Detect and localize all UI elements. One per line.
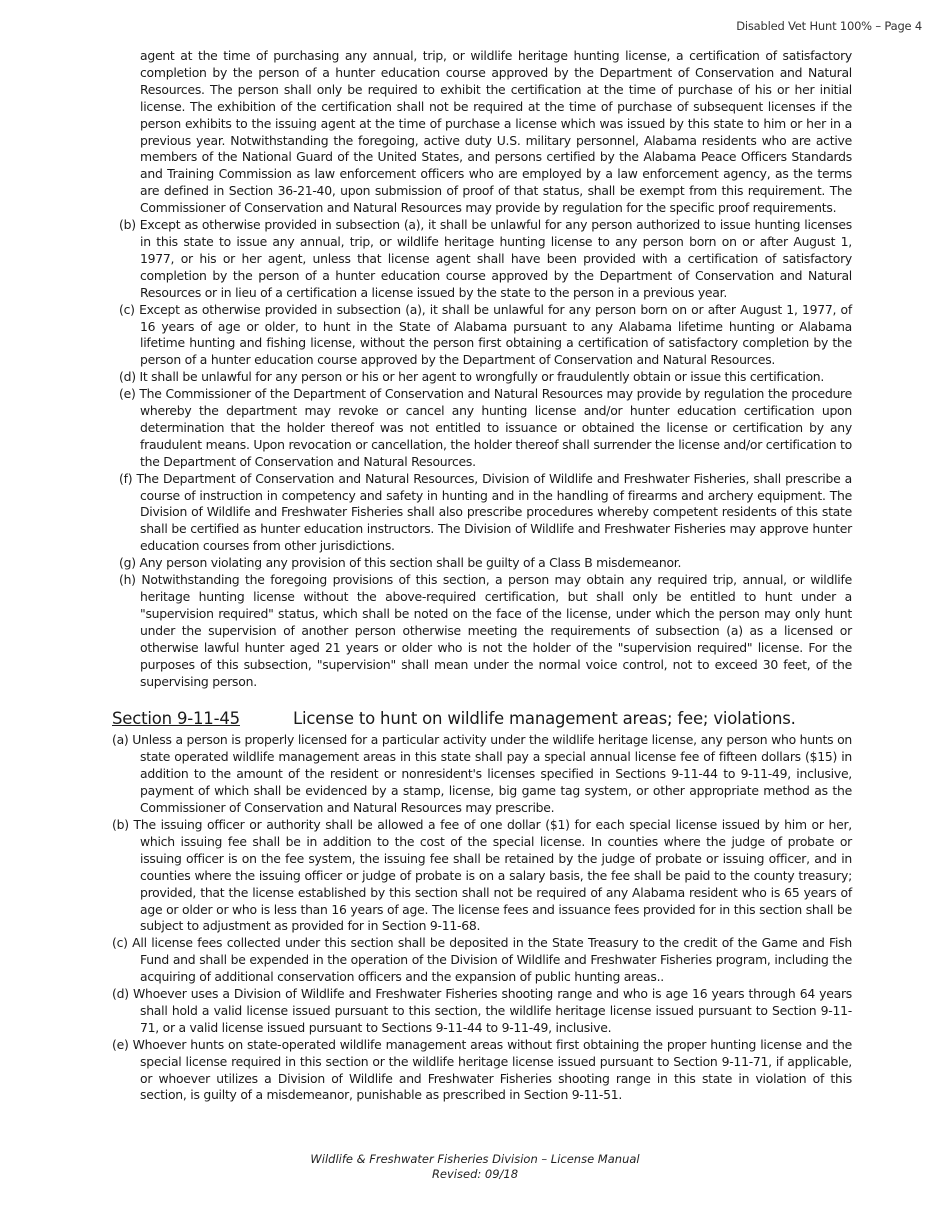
subsection-c: (c) Except as otherwise provided in subsection (a), it shall be unlawful for any person born on or after August 1, 1977, of 16 years of age or older, to hunt in the State of Alabama pursuant to any Alabama lifetime hunting or Alabama lifetime hunting and fishing license, without the person first obtaining a certification of satisfactory completion by the person of a hunter education course approved by the Department of Conservation and Natural Resources.: [119, 301, 852, 368]
section-title: License to hunt on wildlife management areas; fee; violations.: [293, 709, 796, 729]
subsection-h: (h) Notwithstanding the foregoing provisions of this section, a person may obtain any required trip, annual, or wildlife heritage hunting license without the above-required certification, but shall only be entitled to hunt under a "supervision required" status, which shall be noted on the face of the license, under which the person may only hunt under the supervision of another person otherwise meeting the requirements of subsection (a) as a licensed or otherwise lawful hunter aged 21 years or older who is not the holder of the "supervision required" license. For the purposes of this subsection, "supervision" shall mean under the normal voice control, not to exceed 30 feet, of the supervising person.: [119, 572, 852, 689]
page-footer: [0, 1152, 950, 1181]
section-item-c: (c) All license fees collected under this section shall be deposited in the State Treasury to the credit of the Game and Fish Fund and shall be expended in the operation of the Division of Wildlife and Freshwater Fisheries program, including the acquiring of additional conservation officers and the expansion of public hunting areas..: [112, 935, 852, 985]
subsection-b: (b) Except as otherwise provided in subsection (a), it shall be unlawful for any person authorized to issue hunting licenses in this state to issue any annual, trip, or wildlife heritage hunting license to any person born on or after August 1, 1977, or his or her agent, unless that license agent shall have been provided with a certification of satisfactory completion by the person of a hunter education course approved by the Department of Conservation and Natural Resources or in lieu of a certification a license issued by the state to the person in a previous year.: [119, 217, 852, 300]
subsection-e: (e) The Commissioner of the Department of Conservation and Natural Resources may provide by regulation the procedure whereby the department may revoke or cancel any hunting license and/or hunter education certification upon determination that the holder thereof was not entitled to issuance or obtained the license or certification by any fraudulent means. Upon revocation or cancellation, the holder thereof shall surrender the license and/or certification to the Department of Conservation and Natural Resources.: [119, 386, 852, 469]
section-number: Section 9-11-45: [112, 709, 240, 729]
footer-title: Wildlife & Freshwater Fisheries Division – License Manual: [310, 1152, 640, 1166]
page-header: Disabled Vet Hunt 100% – Page 4: [736, 19, 922, 33]
subsection-d: (d) It shall be unlawful for any person or his or her agent to wrongfully or fraudulently obtain or issue this certification.: [119, 369, 825, 385]
section-item-d: (d) Whoever uses a Division of Wildlife and Freshwater Fisheries shooting range and who is age 16 years through 64 years shall hold a valid license issued pursuant to this section, the wildlife heritage license issued pursuant to Section 9-11-71, or a valid license issued pursuant to Sections 9-11-44 to 9-11-49, inclusive.: [112, 986, 852, 1035]
subsection-f: (f) The Department of Conservation and Natural Resources, Division of Wildlife and Freshwater Fisheries, shall prescribe a course of instruction in competency and safety in hunting and in the handling of firearms and archery equipment. The Division of Wildlife and Freshwater Fisheries shall also prescribe procedures whereby competent residents of this state shall be certified as hunter education instructors. The Division of Wildlife and Freshwater Fisheries may approve hunter education courses from other jurisdictions.: [119, 470, 852, 554]
section-item-a: (a) Unless a person is properly licensed for a particular activity under the wildlife heritage license, any person who hunts on state operated wildlife management areas in this state shall pay a special annual license fee of fifteen dollars ($15) in addition to the amount of the resident or nonresident's licenses specified in Sections 9-11-44 to 9-11-49, inclusive, payment of which shall be evidenced by a stamp, license, big game tag system, or other appropriate method as the Commissioner of Conservation and Natural Resources may prescribe.: [112, 732, 852, 816]
continuation-paragraph: agent at the time of purchasing any annual, trip, or wildlife heritage hunting license, a certification of satisfactory completion by the person of a hunter education course approved by the Department of Conservation and Natural Resources. The person shall only be required to exhibit the certification at the time of purchase of his or her initial license. The exhibition of the certification shall not be required at the time of purchase of subsequent licenses if the person exhibits to the issuing agent at the time of purchase a license which was issued by this state to him or her in a previous year. Notwithstanding the foregoing, active duty U.S. military personnel, Alabama residents who are active members of the National Guard of the United States, and persons certified by the Alabama Peace Officers Standards and Training Commission as law enforcement officers who are employed by a law enforcement agency, as the terms are defined in Section 36-21-40, upon submission of proof of that status, shall be exempt from this requirement. The Commissioner of Conservation and Natural Resources may provide by regulation for the specific proof requirements.: [140, 48, 852, 216]
subsection-g: (g) Any person violating any provision of this section shall be guilty of a Class B misdemeanor.: [119, 555, 682, 571]
document-body: [112, 48, 852, 1104]
section-item-b: (b) The issuing officer or authority shall be allowed a fee of one dollar ($1) for each special license issued by him or her, which issuing fee shall be in addition to the cost of the special license. In counties where the judge of probate or issuing officer is on the fee system, the issuing fee shall be retained by the judge of probate or issuing officer, and in counties where the issuing officer or judge of probate is on a salary basis, the fee shall be paid to the county treasury; provided, that the license established by this section shall not be required of any Alabama resident who is 65 years of age or older or who is less than 16 years of age. The license fees and issuance fees provided for in this section shall be subject to adjustment as provided for in Section 9-11-68.: [112, 816, 852, 934]
section-item-e: (e) Whoever hunts on state-operated wildlife management areas without first obtaining the proper hunting license and the special license required in this section or the wildlife heritage license issued pursuant to Section 9-11-71, if applicable, or whoever utilizes a Division of Wildlife and Freshwater Fisheries shooting range in this state in violation of this section, is guilty of a misdemeanor, punishable as prescribed in Section 9-11-51.: [112, 1036, 852, 1103]
section-heading: [112, 708, 852, 730]
footer-revision: Revised: 09/18: [431, 1166, 519, 1181]
